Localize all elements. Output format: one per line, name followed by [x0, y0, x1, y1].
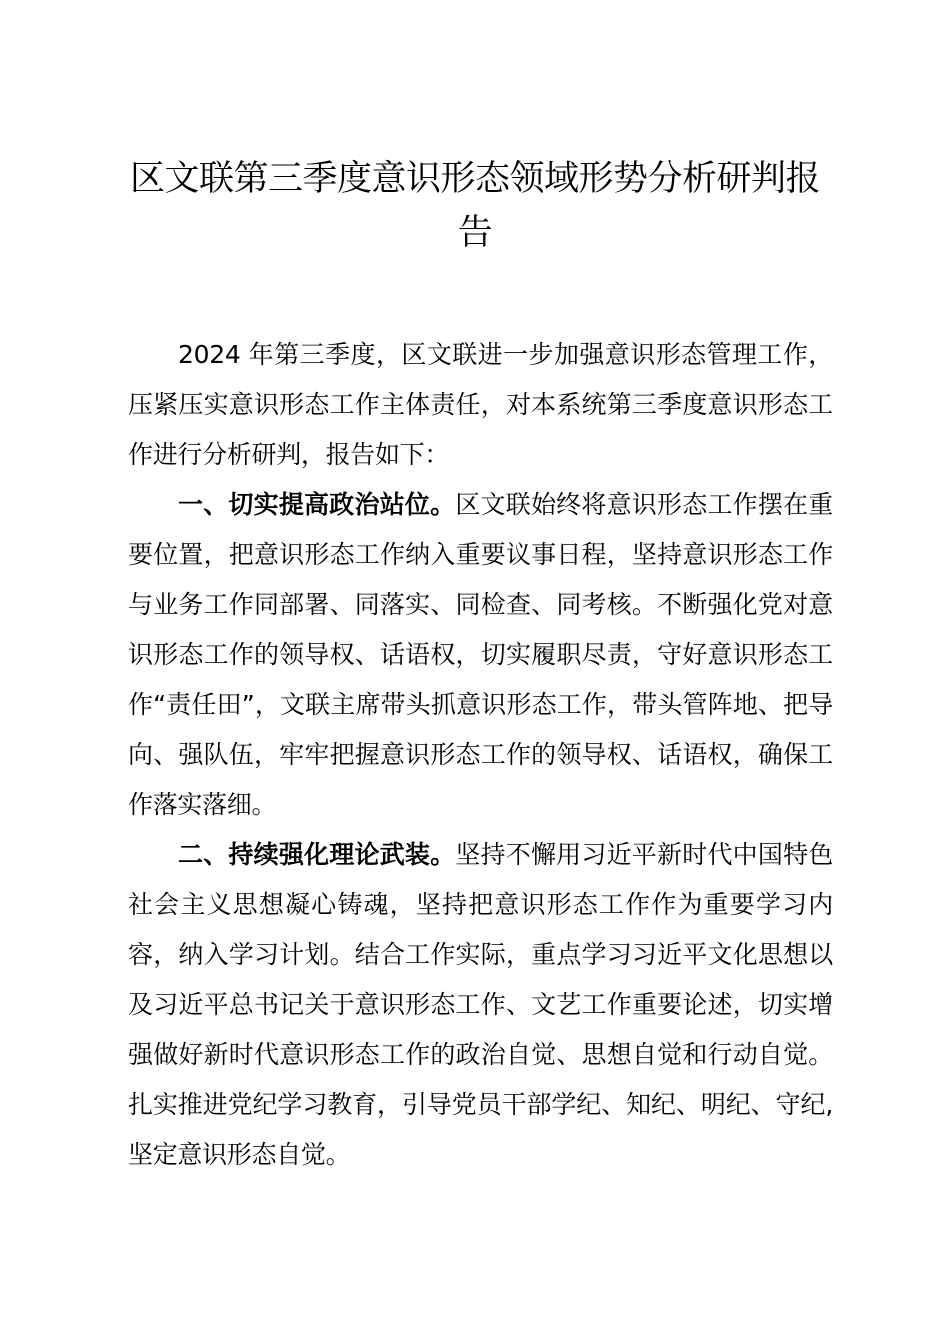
section-text-1: 区文联始终将意识形态工作摆在重要位置，把意识形态工作纳入重要议事日程，坚持意识形态工作与业务工作同部署、同落实、同检查、同考核。不断强化党对意识形态工作的领导权、话语权，切实履职尽责，守好意识形态工作“责任田”，文联主席带头抓意识形态工作，带头管阵地、把导向、强队伍，牢牢把握意识形态工作的领导权、话语权，确保工作落实落细。: [128, 490, 833, 819]
section-text-2: 坚持不懈用习近平新时代中国特色社会主义思想凝心铸魂，坚持把意识形态工作作为重要学习内容，纳入学习计划。结合工作实际，重点学习习近平文化思想以及习近平总书记关于意识形态工作、文艺工作重要论述，切实增强做好新时代意识形态工作的政治自觉、思想自觉和行动自觉。扎实推进党纪学习教育，引导党员干部学纪、知纪、明纪、守纪,坚定意识形态自觉。: [128, 840, 833, 1169]
section-heading-1: 一、切实提高政治站位。: [178, 490, 456, 519]
section-paragraph-1: [128, 480, 833, 830]
document-body: [128, 330, 833, 1180]
section-heading-2: 二、持续强化理论武装。: [178, 840, 456, 869]
section-paragraph-2: [128, 830, 833, 1180]
intro-paragraph: 2024 年第三季度，区文联进一步加强意识形态管理工作，压紧压实意识形态工作主体责任，对本系统第三季度意识形态工作进行分析研判，报告如下：: [128, 340, 833, 469]
document-title: 区文联第三季度意识形态领域形势分析研判报告: [129, 159, 820, 253]
